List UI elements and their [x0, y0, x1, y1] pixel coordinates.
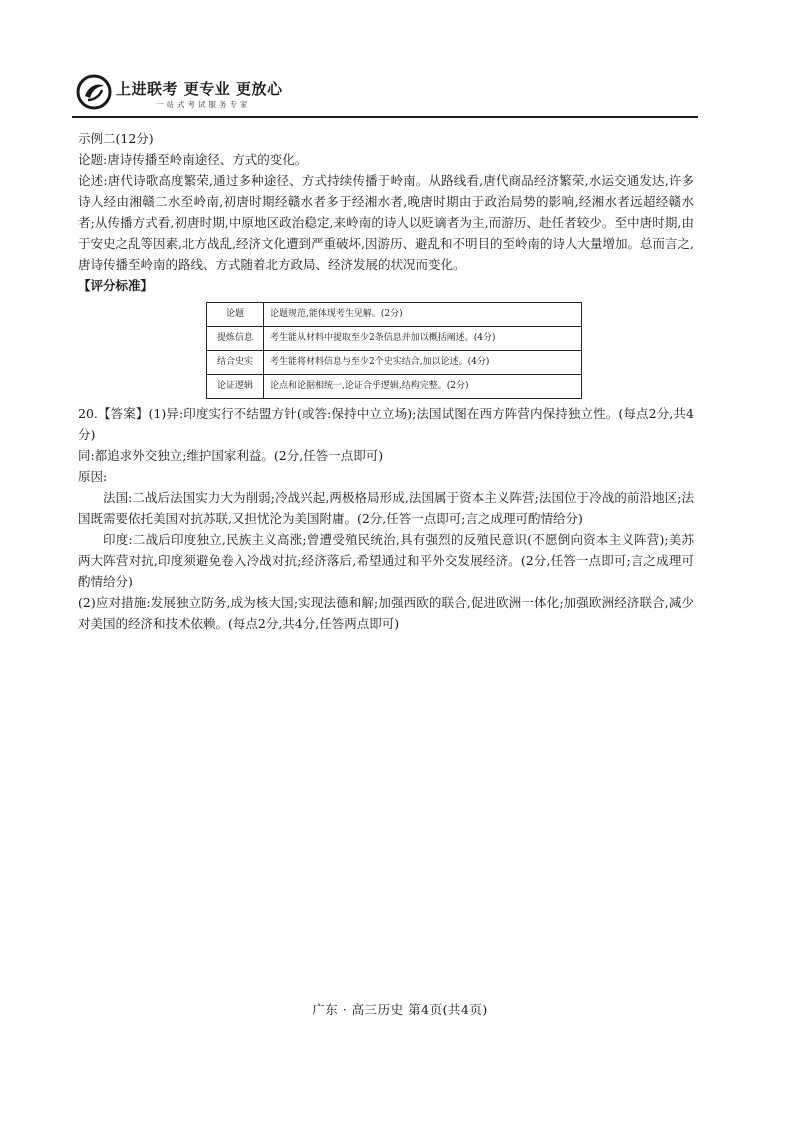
table-row	[207, 303, 582, 327]
table-row	[207, 375, 582, 399]
scoring-criteria: 论点和论据相统一,论证合乎逻辑,结构完整。(2分)	[264, 375, 582, 399]
example2-argument: 论述:唐代诗歌高度繁荣,通过多种途径、方式持续传播于岭南。从路线看,唐代商品经济繁荣,水运交通发达,许多诗人经由湘赣二水至岭南,初唐时期经赣水者多于经湘水者,晚唐时期由于政治局势的影响,经湘水者远超经赣水者;从传播方式看,初唐时期,中原地区政治稳定,来岭南的诗人以贬谪者为主,而游历、赴任者较少。至中唐时期,由于安史之乱等因素,北方战乱,经济文化遭到严重破坏,因游历、避乱和不明目的至岭南的诗人大量增加。总而言之,唐诗传播至岭南的路线、方式随着北方政局、经济发展的状况而变化。	[78, 173, 694, 272]
brand-title: 上进联考 更专业 更放心	[116, 80, 283, 98]
example2-heading: 示例二(12分)	[78, 131, 154, 146]
table-row	[207, 351, 582, 375]
scoring-heading: 【评分标准】	[78, 278, 154, 293]
q20-similarity: 同:都追求外交独立;维护国家利益。(2分,任答一点即可)	[78, 448, 384, 463]
page-header	[72, 72, 698, 118]
scoring-criteria: 论题规范,能体现考生见解。(2分)	[264, 303, 582, 327]
scoring-item: 论题	[207, 303, 264, 327]
brand-logo-icon	[76, 74, 112, 110]
scoring-item: 结合史实	[207, 351, 264, 375]
scoring-criteria: 考生能从材料中提取至少2条信息并加以概括阐述。(4分)	[264, 327, 582, 351]
scoring-item: 论证逻辑	[207, 375, 264, 399]
q20-answer-part2: (2)应对措施:发展独立防务,成为核大国;实现法德和解;加强西欧的联合,促进欧洲一体化;加强欧洲经济联合,减少对美国的经济和技术依赖。(每点2分,共4分,任答两点即可)	[78, 595, 694, 631]
scoring-table	[206, 302, 582, 399]
q20-answer-part1: 20.【答案】(1)异:印度实行不结盟方针(或答:保持中立立场);法国试图在西方阵营内保持独立性。(每点2分,共4分)	[78, 406, 694, 442]
q20-reason-france: 法国:二战后法国实力大为削弱;冷战兴起,两极格局形成,法国属于资本主义阵营;法国位于冷战的前沿地区;法国既需要依托美国对抗苏联,又担忧沦为美国附庸。(2分,任答一点即可;言之成理可酌情给分)	[78, 490, 694, 526]
page-footer: 广东 · 高三历史 第4页(共4页)	[312, 1002, 488, 1017]
answer-content	[78, 128, 694, 634]
scoring-criteria: 考生能将材料信息与至少2个史实结合,加以论述。(4分)	[264, 351, 582, 375]
table-row	[207, 327, 582, 351]
scoring-item: 提炼信息	[207, 327, 264, 351]
q20-reason-heading: 原因:	[78, 469, 108, 484]
header-divider	[72, 116, 698, 118]
q20-reason-india: 印度:二战后印度独立,民族主义高涨;曾遭受殖民统治,具有强烈的反殖民意识(不愿倒向资本主义阵营);美苏两大阵营对抗,印度须避免卷入冷战对抗;经济落后,希望通过和平外交发展经济。(2分,任答一点即可;言之成理可酌情给分)	[78, 532, 694, 589]
example2-thesis: 论题:唐诗传播至岭南途径、方式的变化。	[78, 152, 308, 167]
brand-subtitle: 一站式考试服务专家	[156, 100, 251, 109]
